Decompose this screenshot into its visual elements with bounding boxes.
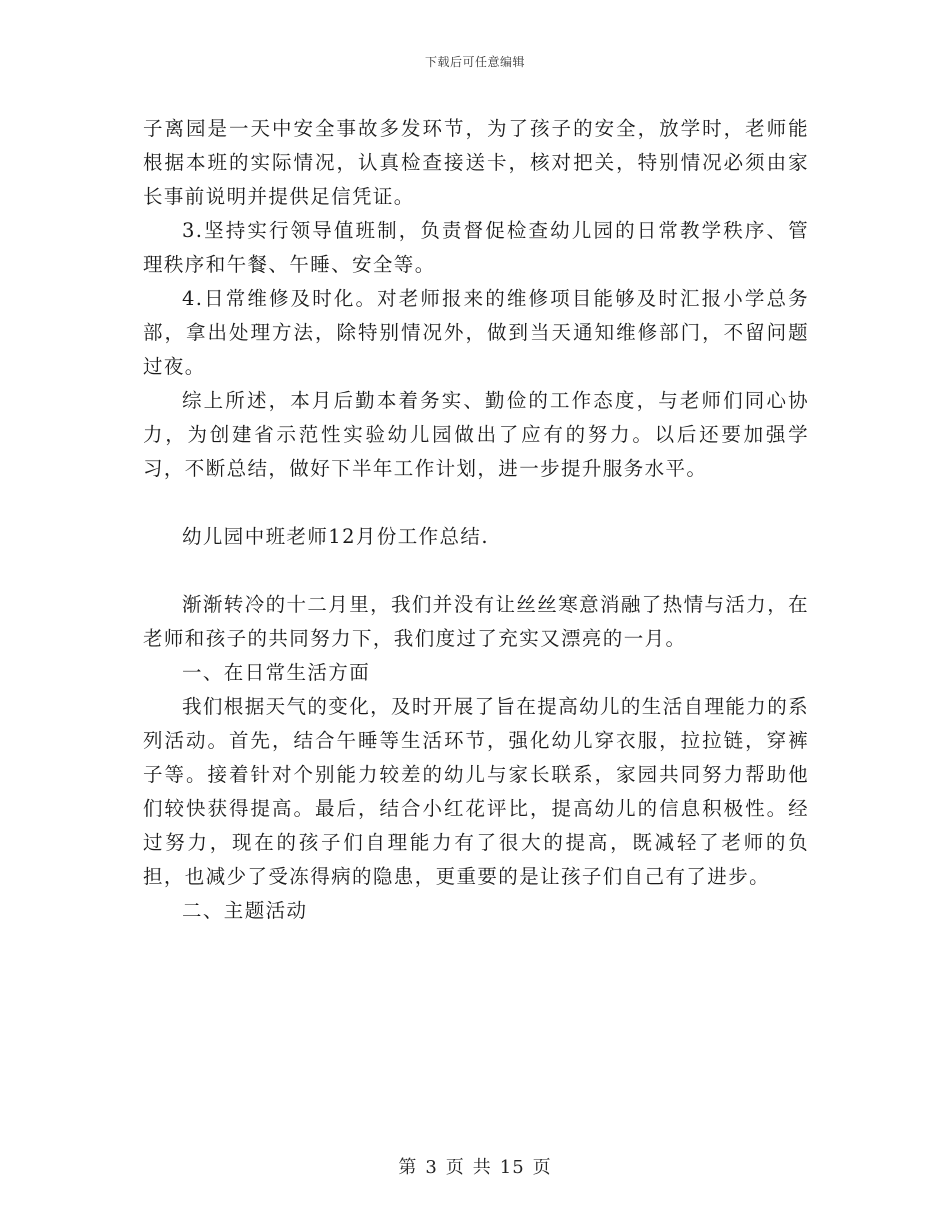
paragraph-daily-life: 我们根据天气的变化，及时开展了旨在提高幼儿的生活自理能力的系列活动。首先，结合午睡等生活环节，强化幼儿穿衣服，拉拉链，穿裤子等。接着针对个别能力较差的幼儿与家长联系，家园共同努力帮助他们较快获得提高。最后，结合小红花评比，提高幼儿的信息积极性。经过努力，现在的孩子们自理能力有了很大的提高，既减轻了老师的负担，也减少了受冻得病的隐患，更重要的是让孩子们自己有了进步。 — [143, 695, 810, 888]
footer-current-page: 3 — [425, 1157, 438, 1178]
page-number-footer — [0, 1153, 950, 1179]
paragraph-pickup-safety: 子离园是一天中安全事故多发环节，为了孩子的安全，放学时，老师能根据本班的实际情况，认真检查接送卡，核对把关，特别情况必须由家长事前说明并提供足信凭证。 — [143, 117, 809, 208]
paragraph-summary: 综上所述，本月后勤本着务实、勤俭的工作态度，与老师们同心协力，为创建省示范性实验幼儿园做出了应有的努力。以后还要加强学习，不断总结，做好下半年工作计划，进一步提升服务水平。 — [143, 389, 809, 480]
section-heading-theme-activities: 二、主题活动 — [182, 899, 308, 922]
footer-label-page: 第 — [398, 1157, 418, 1178]
page-header-note: 下载后可任意编辑 — [424, 55, 525, 69]
document-title: 幼儿园中班老师12月份工作总结. — [182, 525, 489, 548]
footer-label-total: 共 — [472, 1157, 492, 1178]
paragraph-duty-system: 3.坚持实行领导值班制，负责督促检查幼儿园的日常教学秩序、管理秩序和午餐、午睡、安全等。 — [143, 219, 809, 276]
paragraph-maintenance: 4.日常维修及时化。对老师报来的维修项目能够及时汇报小学总务部，拿出处理方法，除特别情况外，做到当天通知维修部门，不留问题过夜。 — [143, 287, 809, 378]
paragraph-intro: 渐渐转冷的十二月里，我们并没有让丝丝寒意消融了热情与活力，在老师和孩子的共同努力下，我们度过了充实又漂亮的一月。 — [143, 593, 810, 650]
footer-label-page-unit: 页 — [445, 1157, 465, 1178]
section-heading-daily-life: 一、在日常生活方面 — [182, 661, 371, 684]
footer-label-total-unit: 页 — [532, 1157, 552, 1178]
footer-total-pages: 15 — [499, 1157, 525, 1178]
document-body — [143, 112, 809, 928]
